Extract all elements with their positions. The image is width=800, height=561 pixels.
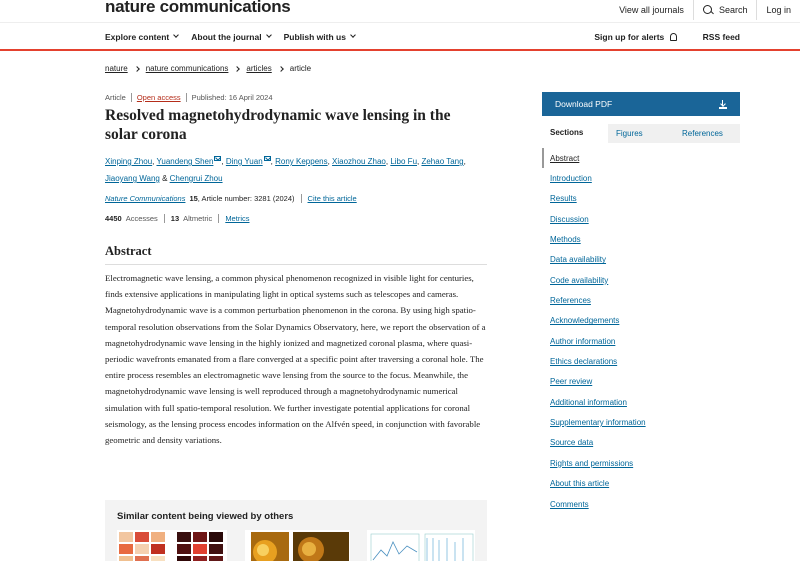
altmetric-count: 13 xyxy=(170,214,180,223)
login-link[interactable]: Log in xyxy=(766,5,791,15)
accesses-count: 4450 xyxy=(105,214,122,223)
breadcrumb xyxy=(105,64,311,73)
thumbnail-image xyxy=(367,530,475,561)
toc-item-code-availability[interactable]: Code availability xyxy=(550,275,609,285)
chevron-right-icon xyxy=(134,66,140,72)
similar-content-section xyxy=(105,500,487,561)
toc-item-ethics-declarations[interactable]: Ethics declarations xyxy=(550,357,618,367)
chevron-down-icon xyxy=(266,32,272,38)
sidebar-tabs xyxy=(542,124,740,143)
toc-item-author-information[interactable]: Author information xyxy=(550,336,616,346)
download-pdf-label: Download PDF xyxy=(555,99,613,109)
explore-content-menu[interactable] xyxy=(105,32,178,42)
search-icon xyxy=(703,5,714,16)
publish-with-us-menu[interactable] xyxy=(284,32,355,42)
altmetric-label: Altmetric xyxy=(183,214,213,223)
divider xyxy=(186,93,187,102)
toc-item-abstract[interactable]: Abstract xyxy=(542,148,740,168)
author-link[interactable]: Yuandeng Shen xyxy=(156,157,214,166)
top-links xyxy=(610,0,800,20)
view-all-journals-link[interactable]: View all journals xyxy=(619,5,684,15)
breadcrumb-articles[interactable]: articles xyxy=(246,64,272,73)
toc-item-additional-information[interactable]: Additional information xyxy=(550,397,627,407)
sign-up-alerts-link[interactable] xyxy=(594,32,676,42)
chevron-down-icon xyxy=(350,32,356,38)
nav-right xyxy=(594,23,740,50)
journal-name-link[interactable]: Nature Communications xyxy=(105,194,186,203)
toc-item-introduction[interactable]: Introduction xyxy=(550,174,592,184)
divider xyxy=(105,264,487,265)
tab-sections[interactable]: Sections xyxy=(542,124,608,143)
thumbnail-image xyxy=(117,530,227,561)
abstract-text: Electromagnetic wave lensing, a common physical phenomenon recognized in visible light for centuries, finds extensive applications in manipulating light in optical systems such as telescopes and cameras. Magnetohydrodynamic wave is a common perturbation phenomenon in the corona. By using high spatio-temporal resolution observations from the Solar Dynamics Observatory, here, we report the observation of a magnetohydrodynamic wave lensing in the highly ionized and magnetized coronal plasma, where quasi-periodic wavefronts emanated from a flare converged at a specific point after traversing a coronal hole. The entire process resembles an electromagnetic wave lensing from the source to the focus. Meanwhile, the magnetohydrodynamic wave lensing is well reproduced through a magnetohydrodynamic numerical simulation with full spatio-temporal resolution. We further investigate potential applications for coronal seismology, as the lensing process encodes information on the Alfvén speed, in conjunction with favorable geometric and density variations. xyxy=(105,273,486,446)
metrics-link[interactable]: Metrics xyxy=(225,214,250,223)
toc-item-rights-and-permissions[interactable]: Rights and permissions xyxy=(550,458,634,468)
accesses-label: Accesses xyxy=(125,214,158,223)
divider xyxy=(218,214,219,223)
author-link[interactable]: Xiaozhou Zhao xyxy=(332,157,386,166)
mail-icon[interactable] xyxy=(214,156,221,161)
similar-article-thumbnail[interactable] xyxy=(117,530,227,561)
about-journal-label: About the journal xyxy=(191,31,262,42)
article-type: Article xyxy=(105,93,126,102)
article-title: Resolved magnetohydrodynamic wave lensing in the solar corona xyxy=(105,107,451,143)
open-access-link[interactable]: Open access xyxy=(136,93,181,102)
bell-icon xyxy=(670,33,677,41)
tab-references[interactable]: References xyxy=(674,124,740,143)
breadcrumb-nature[interactable]: nature xyxy=(105,64,128,73)
nav-left xyxy=(105,23,355,50)
toc-item-comments[interactable]: Comments xyxy=(550,499,589,509)
similar-article-thumbnail[interactable] xyxy=(245,530,350,561)
published-date: Published: 16 April 2024 xyxy=(191,93,273,102)
chevron-right-icon xyxy=(235,66,241,72)
breadcrumb-article: article xyxy=(289,64,312,73)
toc-item-data-availability[interactable]: Data availability xyxy=(550,255,607,265)
author-link[interactable]: Zehao Tang xyxy=(421,157,464,166)
chevron-right-icon xyxy=(278,66,284,72)
author-link[interactable]: Chengrui Zhou xyxy=(169,174,223,183)
download-pdf-button[interactable] xyxy=(542,92,740,116)
article-number: , Article number: 3281 (2024) xyxy=(197,194,295,203)
tab-figures[interactable]: Figures xyxy=(608,124,674,143)
toc-item-about-this-article[interactable]: About this article xyxy=(550,479,610,489)
author-list: Xinping Zhou, Yuandeng Shen , Ding Yuan , Rony Keppens, Xiaozhou Zhao, Libo Fu, Zehao Tang, Jiaoyang Wang & Chengrui Zhou xyxy=(105,157,466,183)
divider xyxy=(301,194,302,203)
author-link[interactable]: Xinping Zhou xyxy=(105,157,153,166)
brand-logo[interactable]: nature communications xyxy=(105,0,291,16)
explore-content-label: Explore content xyxy=(105,31,170,42)
author-link[interactable]: Ding Yuan xyxy=(225,157,263,166)
abstract-heading: Abstract xyxy=(105,244,152,258)
article-meta xyxy=(105,93,273,102)
volume: 15 xyxy=(189,194,198,203)
mail-icon[interactable] xyxy=(264,156,271,161)
toc-item-methods[interactable]: Methods xyxy=(550,235,581,245)
author-link[interactable]: Libo Fu xyxy=(390,157,418,166)
journal-citation xyxy=(105,194,357,203)
download-icon xyxy=(719,100,727,109)
cite-article-link[interactable]: Cite this article xyxy=(307,194,357,203)
similar-article-thumbnail[interactable] xyxy=(367,530,475,561)
thumbnail-image xyxy=(245,530,350,561)
toc-item-results[interactable]: Results xyxy=(550,194,577,204)
toc-item-acknowledgements[interactable]: Acknowledgements xyxy=(550,316,620,326)
rss-feed-link[interactable]: RSS feed xyxy=(702,31,740,42)
author-link[interactable]: Rony Keppens xyxy=(275,157,328,166)
search-button[interactable] xyxy=(694,0,757,20)
search-label: Search xyxy=(718,5,748,15)
author-link[interactable]: Jiaoyang Wang xyxy=(105,174,160,183)
toc-item-discussion[interactable]: Discussion xyxy=(550,214,589,224)
toc-item-source-data[interactable]: Source data xyxy=(550,438,594,448)
breadcrumb-nature-communications[interactable]: nature communications xyxy=(145,64,229,73)
publish-with-us-label: Publish with us xyxy=(283,31,346,42)
divider xyxy=(164,214,165,223)
chevron-down-icon xyxy=(173,32,179,38)
toc-item-references[interactable]: References xyxy=(550,296,591,306)
sections-toc xyxy=(542,148,740,514)
similar-content-title: Similar content being viewed by others xyxy=(117,511,294,522)
toc-item-supplementary-information[interactable]: Supplementary information xyxy=(550,418,646,428)
toc-item-peer-review[interactable]: Peer review xyxy=(550,377,593,387)
about-journal-menu[interactable] xyxy=(191,32,270,42)
metrics-line xyxy=(105,214,249,223)
nav-bar xyxy=(0,22,800,51)
top-bar xyxy=(0,0,800,22)
divider xyxy=(131,93,132,102)
sign-up-alerts-label: Sign up for alerts xyxy=(594,31,665,42)
